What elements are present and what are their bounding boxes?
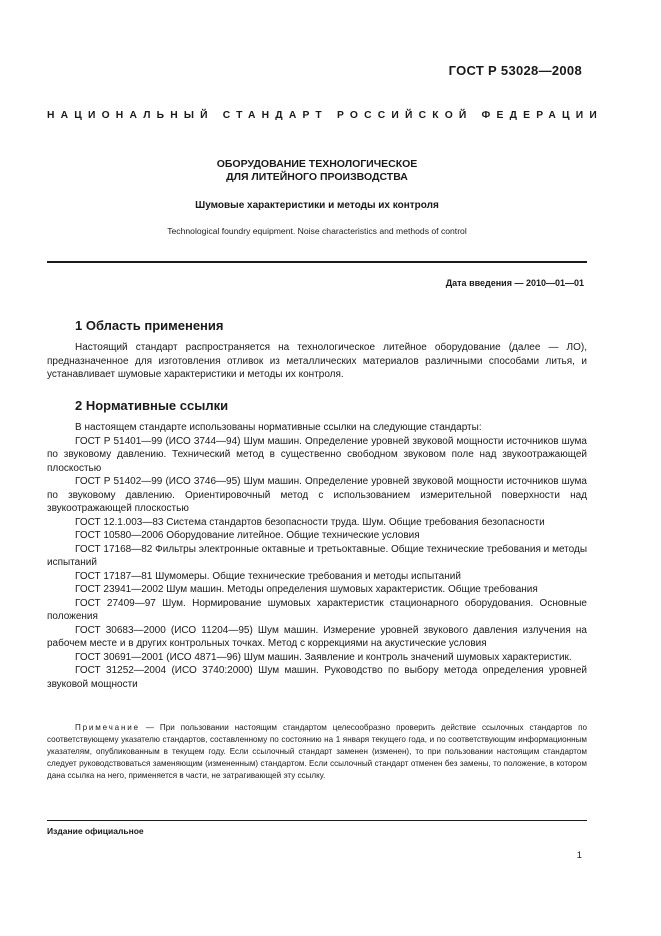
reference-item: ГОСТ 30683—2000 (ИСО 11204—95) Шум машин. Измерение уровней звукового давления излучения на рабочем месте и в других контрольных точках. Метод с коррекциями на акустические условия [47, 624, 587, 649]
document-title [47, 158, 587, 184]
official-edition-label: Издание официальное [47, 826, 144, 836]
reference-item: ГОСТ 31252—2004 (ИСО 3740:2000) Шум машин. Руководство по выбору метода определения уровней звуковой мощности [47, 665, 587, 690]
note-paragraph [47, 722, 587, 782]
reference-item: ГОСТ 23941—2002 Шум машин. Методы определения шумовых характеристик. Общие требования [75, 584, 538, 595]
title-line-1: ОБОРУДОВАНИЕ ТЕХНОЛОГИЧЕСКОЕ [216, 158, 418, 170]
reference-item: ГОСТ Р 51402—99 (ИСО 3746—95) Шум машин. Определение уровней звуковой мощности источников шума по звуковому давлению. Ориентировочный метод с использованием измерительной поверхности над звукоотражающей плоскостью [47, 476, 587, 514]
reference-item: ГОСТ Р 51401—99 (ИСО 3744—94) Шум машин. Определение уровней звуковой мощности источников шума по звуковому давлению. Технический метод в существенно свободном звуковом поле над звукоотражающей плоскостью [47, 435, 587, 474]
section-2-body [47, 421, 587, 691]
title-line-2: ДЛЯ ЛИТЕЙНОГО ПРОИЗВОДСТВА [226, 171, 408, 183]
reference-item: ГОСТ 12.1.003—83 Система стандартов безопасности труда. Шум. Общие требования безопасности [75, 516, 545, 528]
page-number: 1 [576, 850, 582, 861]
section-1-heading: 1 Область применения [75, 318, 224, 333]
footer-divider [47, 820, 587, 821]
reference-item: ГОСТ 30691—2001 (ИСО 4871—96) Шум машин. Заявление и контроль значений шумовых характеристик. [75, 651, 572, 663]
national-standard-header: НАЦИОНАЛЬНЫЙ СТАНДАРТ РОССИЙСКОЙ ФЕДЕРАЦИИ [47, 110, 603, 121]
reference-item: ГОСТ 10580—2006 Оборудование литейное. Общие технические условия [75, 530, 420, 541]
note-text: — При пользовании настоящим стандартом целесообразно проверить действие ссылочных стандартов по соответствующему указателю стандартов, составленному по состоянию на 1 января текущего года, и по соответствующим информационным указателям, опубликованным в текущем году. Если ссылочный стандарт заменен (изменен), то при пользовании настоящим стандартом следует руководствоваться заменяющим (измененным) стандартом. Если ссылочный стандарт отменен без замены, то положение, в котором дана ссылка на него, применяется в части, не затрагивающей эту ссылку. [47, 723, 587, 780]
reference-item: ГОСТ 27409—97 Шум. Нормирование шумовых характеристик стационарного оборудования. Основные положения [47, 597, 587, 622]
section-1-paragraph: Настоящий стандарт распространяется на технологическое литейное оборудование (далее — ЛО), предназначенное для изготовления отливок из металлических материалов различными способами литья, и устанавливает шумовые характеристики и методы их контроля. [47, 342, 587, 380]
header-divider [47, 261, 587, 263]
reference-item: ГОСТ 17168—82 Фильтры электронные октавные и третьоктавные. Общие технические требования и методы испытаний [47, 543, 587, 568]
note-label: Примечание [75, 723, 140, 732]
standard-number: ГОСТ Р 53028—2008 [448, 63, 582, 78]
note-block [47, 722, 587, 782]
document-subtitle: Шумовые характеристики и методы их контроля [195, 200, 439, 211]
section-2-intro: В настоящем стандарте использованы нормативные ссылки на следующие стандарты: [75, 422, 482, 433]
section-2-heading: 2 Нормативные ссылки [75, 398, 229, 413]
reference-item: ГОСТ 17187—81 Шумомеры. Общие технические требования и методы испытаний [75, 570, 461, 582]
english-title: Technological foundry equipment. Noise characteristics and methods of control [167, 226, 467, 236]
section-1-body [47, 341, 587, 382]
effective-date: Дата введения — 2010—01—01 [445, 278, 584, 288]
